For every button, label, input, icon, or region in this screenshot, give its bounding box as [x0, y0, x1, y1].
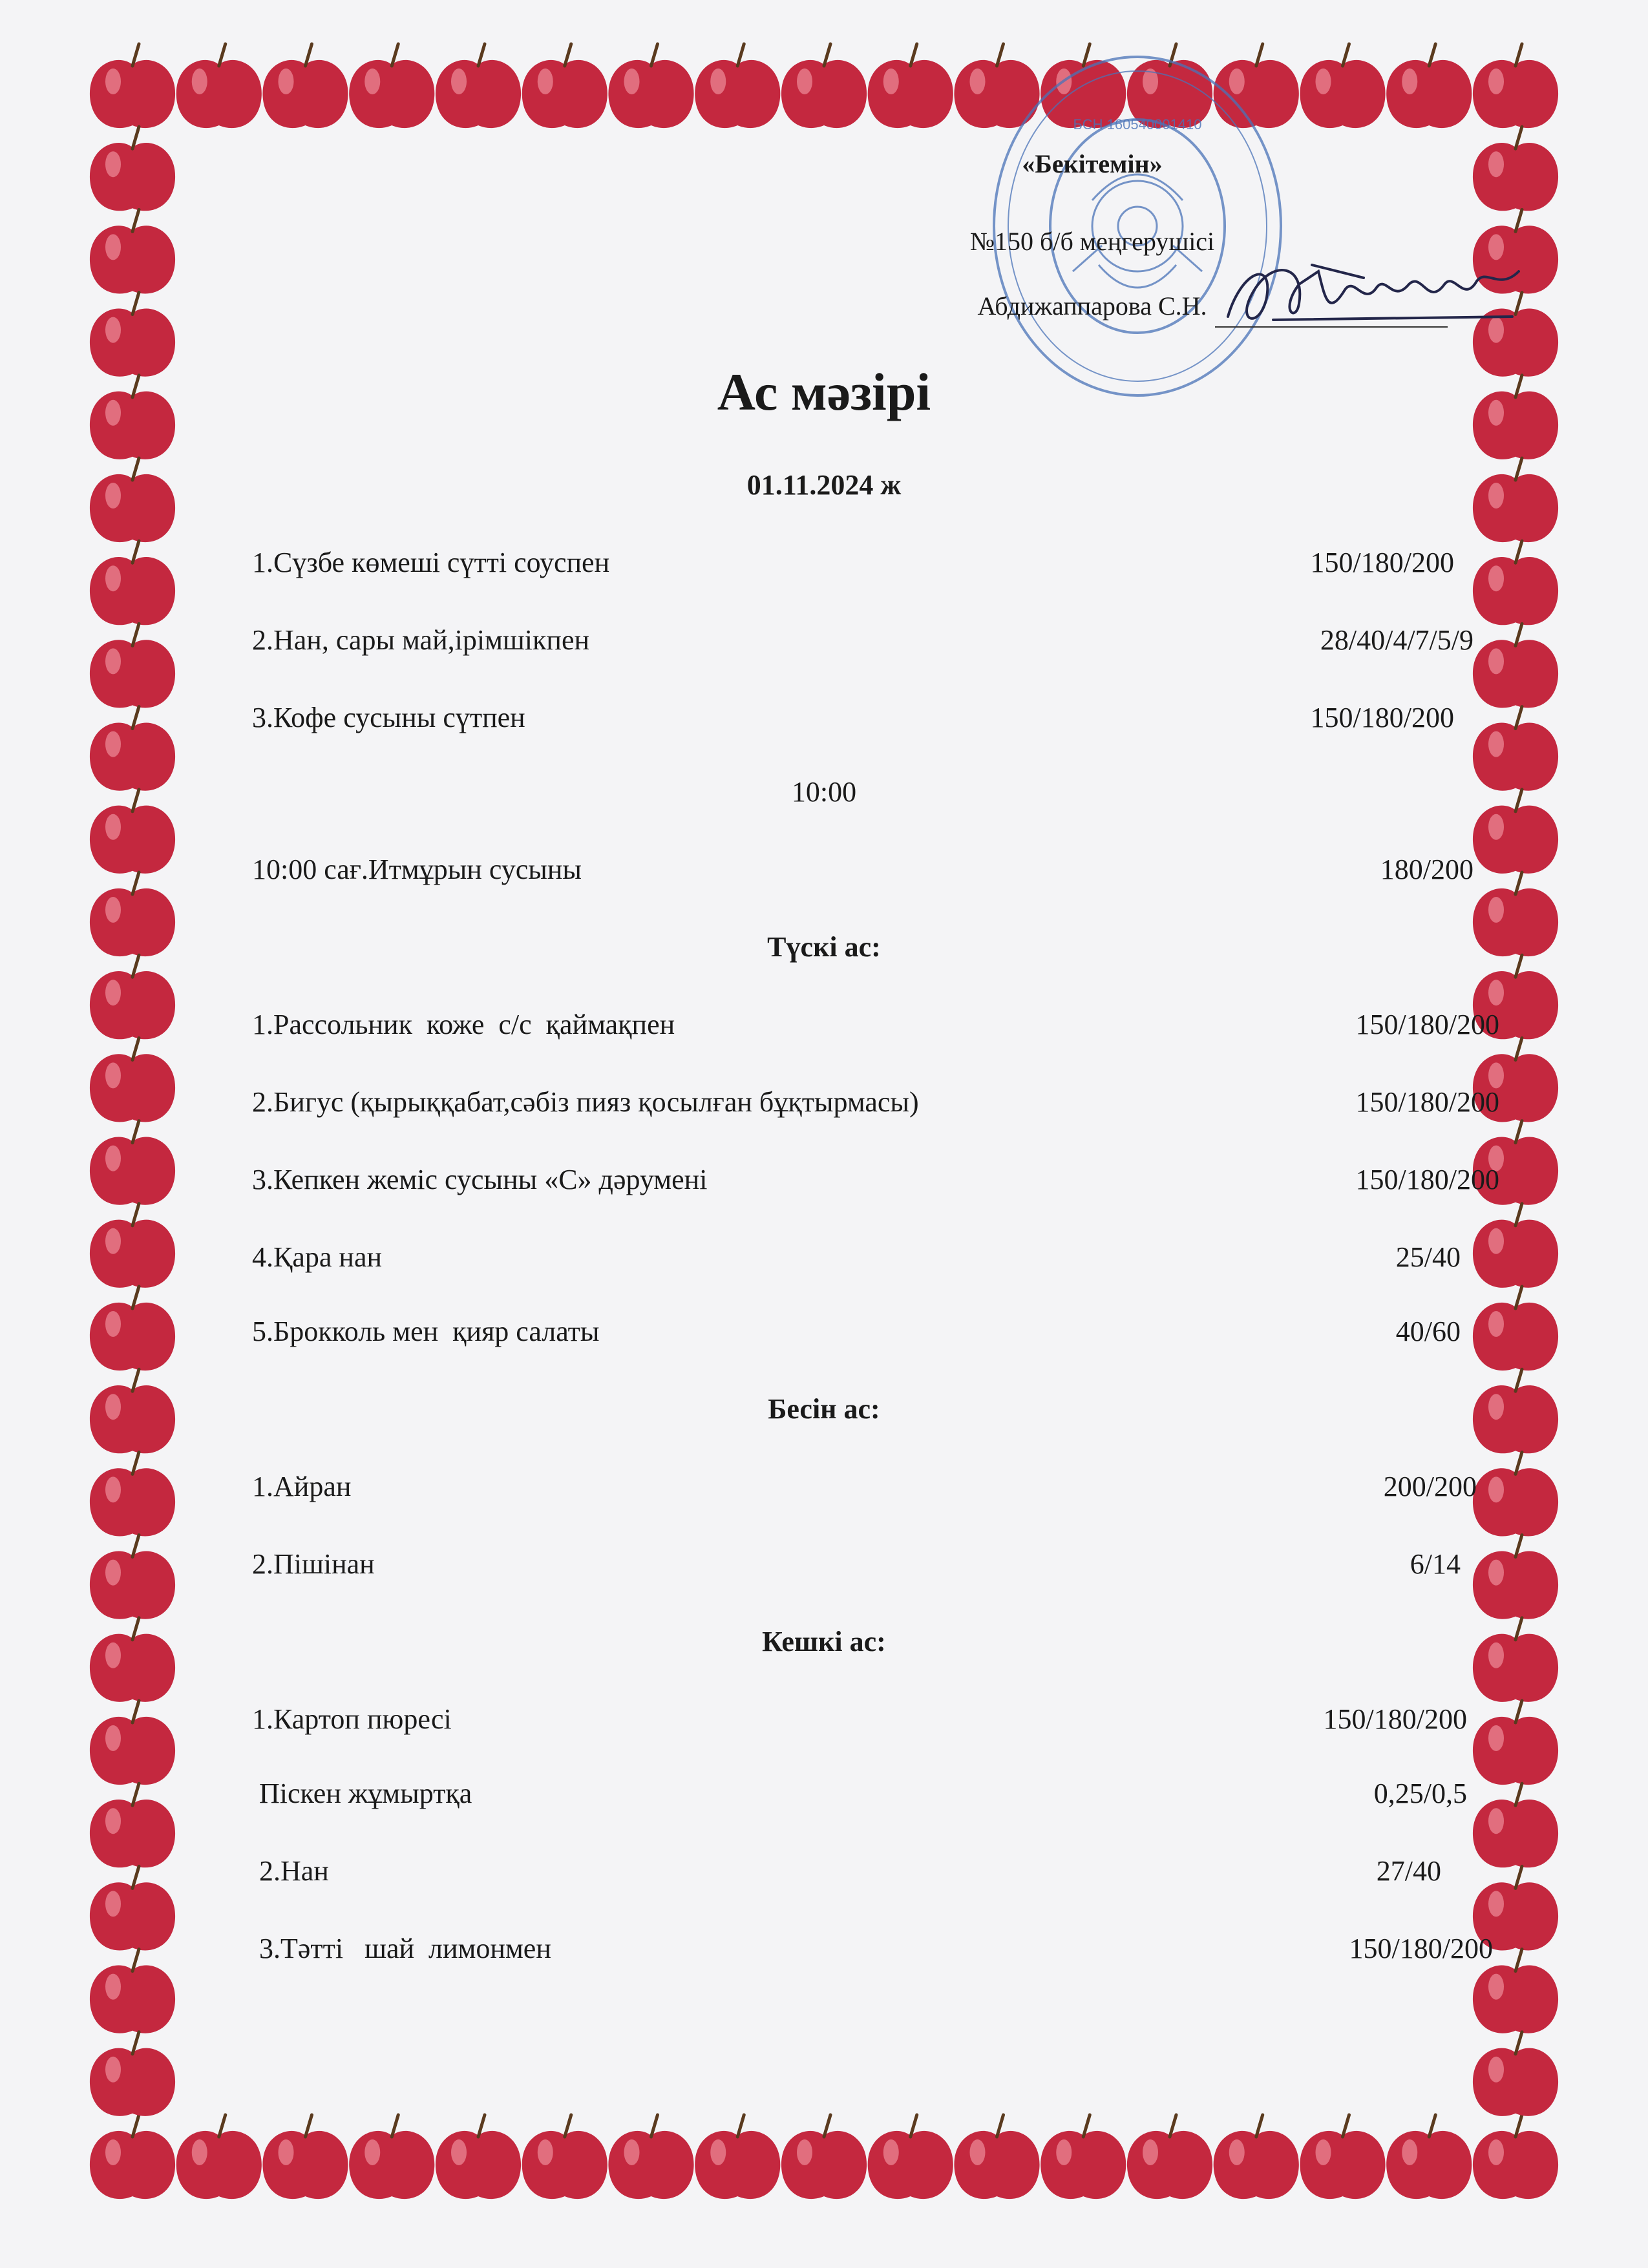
- menu-item: [252, 1086, 1499, 1124]
- menu-item: [252, 1241, 1493, 1279]
- menu-item: [252, 1932, 1493, 1971]
- dish-portion: 150/180/200: [1323, 1703, 1467, 1735]
- dish-name: 1.Айран: [252, 1471, 352, 1502]
- dish-name: 2.Нан: [252, 1855, 329, 1887]
- dish-name: 2.Пішінан: [252, 1548, 375, 1580]
- dish-name: 5.Брокколь мен қияр салаты: [252, 1316, 600, 1347]
- dish-name: 2.Бигус (қырыққабат,сәбіз пияз қосылған бұқтырмасы): [252, 1086, 919, 1118]
- stamp-bin: БСН 160540001410: [1073, 116, 1202, 132]
- menu-item: [252, 1548, 1493, 1586]
- menu-item: [252, 1703, 1493, 1741]
- dish-portion: 27/40: [1376, 1855, 1441, 1887]
- menu-item: [252, 853, 1493, 892]
- dish-portion: 6/14: [1410, 1548, 1461, 1580]
- dish-name: 3.Тәтті шай лимонмен: [252, 1933, 551, 1964]
- dish-portion: 150/180/200: [1355, 1164, 1499, 1195]
- dish-portion: 150/180/200: [1355, 1009, 1499, 1040]
- dish-portion: 200/200: [1383, 1471, 1477, 1502]
- dish-name: Піскен жұмыртқа: [252, 1778, 472, 1809]
- menu-item: [252, 1470, 1493, 1509]
- dish-name: 1.Рассольник коже с/с қаймақпен: [252, 1009, 675, 1040]
- dish-portion: 150/180/200: [1310, 702, 1454, 733]
- dish-portion: 150/180/200: [1349, 1933, 1493, 1964]
- dish-portion: 0,25/0,5: [1373, 1778, 1467, 1809]
- menu-item: [252, 1163, 1499, 1202]
- menu-item: [252, 1854, 1493, 1893]
- menu-date: 01.11.2024 ж: [746, 469, 902, 501]
- dish-portion: 150/180/200: [1310, 547, 1454, 578]
- dish-portion: 25/40: [1395, 1241, 1461, 1273]
- dish-name: 3.Кепкен жеміс сусыны «С» дәрумені: [252, 1164, 708, 1195]
- dish-name: 1.Картоп пюресі: [252, 1703, 452, 1735]
- menu-title: Ас мәзірі: [717, 362, 931, 421]
- dish-name: 3.Кофе сусыны сүтпен: [252, 702, 525, 733]
- dish-name: 10:00 сағ.Итмұрын сусыны: [252, 854, 582, 885]
- approval-title: «Бекітемін»: [1022, 149, 1163, 178]
- dish-name: 1.Сүзбе көмеші сүтті соуспен: [252, 547, 610, 578]
- dish-portion: 180/200: [1380, 854, 1474, 885]
- menu-item: [252, 624, 1493, 662]
- dish-name: 4.Қара нан: [252, 1241, 383, 1273]
- dish-portion: 40/60: [1395, 1316, 1461, 1347]
- dinner-heading: Кешкі ас:: [762, 1626, 886, 1657]
- menu-item: [252, 546, 1493, 585]
- menu-item: [252, 1008, 1499, 1047]
- afternoon-heading: Бесін ас:: [768, 1393, 880, 1425]
- menu-item: [252, 1315, 1493, 1354]
- dish-portion: 28/40/4/7/5/9: [1320, 624, 1474, 656]
- menu-item: [252, 1777, 1493, 1816]
- snack-heading: 10:00: [791, 776, 857, 808]
- dish-portion: 150/180/200: [1355, 1086, 1499, 1118]
- approval-position: №150 б/б меңгерушісі: [969, 227, 1215, 256]
- approval-name: Абдижаппарова С.Н.: [977, 291, 1207, 320]
- lunch-heading: Түскі ас:: [767, 931, 881, 963]
- dish-name: 2.Нан, сары май,ірімшікпен: [252, 624, 590, 656]
- menu-item: [252, 701, 1493, 740]
